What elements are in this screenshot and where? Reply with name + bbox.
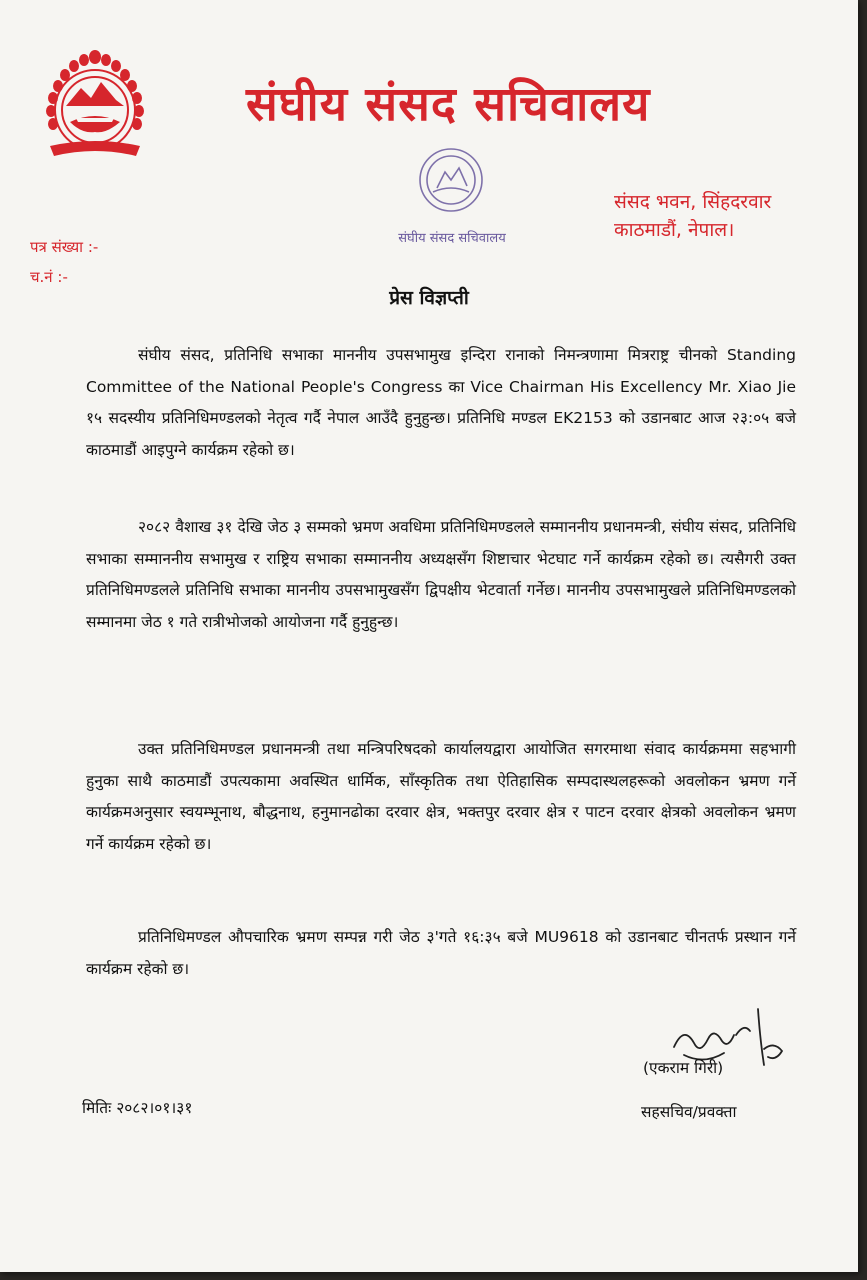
nepal-emblem-icon: [36, 48, 154, 166]
reference-block: [30, 232, 98, 292]
signer-name: (एकराम गिरी): [643, 1059, 724, 1077]
paragraph-1: [86, 340, 796, 466]
address-block: [614, 188, 771, 244]
paragraph-2: [86, 512, 796, 638]
document-heading: प्रेस विज्ञप्ती: [389, 287, 469, 309]
seal-text: संघीय संसद सचिवालय: [398, 231, 506, 246]
paragraph-text: उक्त प्रतिनिधिमण्डल प्रधानमन्त्री तथा मन्त्रिपरिषदको कार्यालयद्वारा आयोजित सगरमाथा संवाद कार्यक्रममा सहभागी हुनुका साथै काठमाडौं उपत्यकामा अवस्थित धार्मिक, साँस्कृतिक तथा ऐतिहासिक सम्पदास्थलहरूको अवलोकन भ्रमण गर्ने कार्यक्रमअनुसार स्वयम्भूनाथ, बौद्धनाथ, हनुमानढोका दरवार क्षेत्र, भक्तपुर दरवार क्षेत्र र पाटन दरवार क्षेत्रको अवलोकन भ्रमण गर्ने कार्यक्रम रहेको छ।: [86, 740, 796, 853]
paragraph-4: [86, 922, 796, 985]
paragraph-3: [86, 734, 796, 860]
address-line-2: काठमाडौं, नेपाल।: [614, 219, 735, 241]
signer-role: सहसचिव/प्रवक्ता: [641, 1103, 737, 1121]
parliament-seal-icon: [385, 140, 520, 248]
paragraph-text: संघीय संसद, प्रतिनिधि सभाका माननीय उपसभामुख इन्दिरा रानाको निमन्त्रणामा मित्रराष्ट्र चीनको Standing Committee of the National People's Congress का Vice Chairman His Excellency Mr. Xiao Jie १५ सदस्यीय प्रतिनिधिमण्डलको नेतृत्व गर्दै नेपाल आउँदै हुनुहुन्छ। प्रतिनिधि मण्डल EK2153 को उडानबाट आज २३:०५ बजे काठमाडौं आइपुग्ने कार्यक्रम रहेको छ।: [86, 346, 796, 459]
document-date: मितिः २०८२।०१।३१: [82, 1099, 193, 1117]
dispatch-number-label: च.नं :-: [30, 268, 68, 286]
reference-number-label: पत्र संख्या :-: [30, 238, 99, 256]
address-line-1: संसद भवन, सिंहदरवार: [614, 191, 772, 213]
letterhead-title: संघीय संसद सचिवालय: [246, 77, 651, 132]
paragraph-text: २०८२ वैशाख ३१ देखि जेठ ३ सम्मको भ्रमण अवधिमा प्रतिनिधिमण्डलले सम्माननीय प्रधानमन्त्री, संघीय संसद, प्रतिनिधि सभाका सम्माननीय सभामुख र राष्ट्रिय सभाका सम्माननीय अध्यक्षसँग शिष्टाचार भेटघाट गर्ने कार्यक्रम रहेको छ। त्यसैगरी उक्त प्रतिनिधिमण्डलले प्रतिनिधि सभाका माननीय उपसभामुखसँग द्विपक्षीय भेटवार्ता गर्नेछ। माननीय उपसभामुखले प्रतिनिधिमण्डलको सम्मानमा जेठ १ गते रात्रीभोजको आयोजना गर्दै हुनुहुन्छ।: [86, 518, 796, 631]
paragraph-text: प्रतिनिधिमण्डल औपचारिक भ्रमण सम्पन्न गरी जेठ ३'गते १६:३५ बजे MU9618 को उडानबाट चीनतर्फ प्रस्थान गर्ने कार्यक्रम रहेको छ।: [86, 928, 796, 978]
